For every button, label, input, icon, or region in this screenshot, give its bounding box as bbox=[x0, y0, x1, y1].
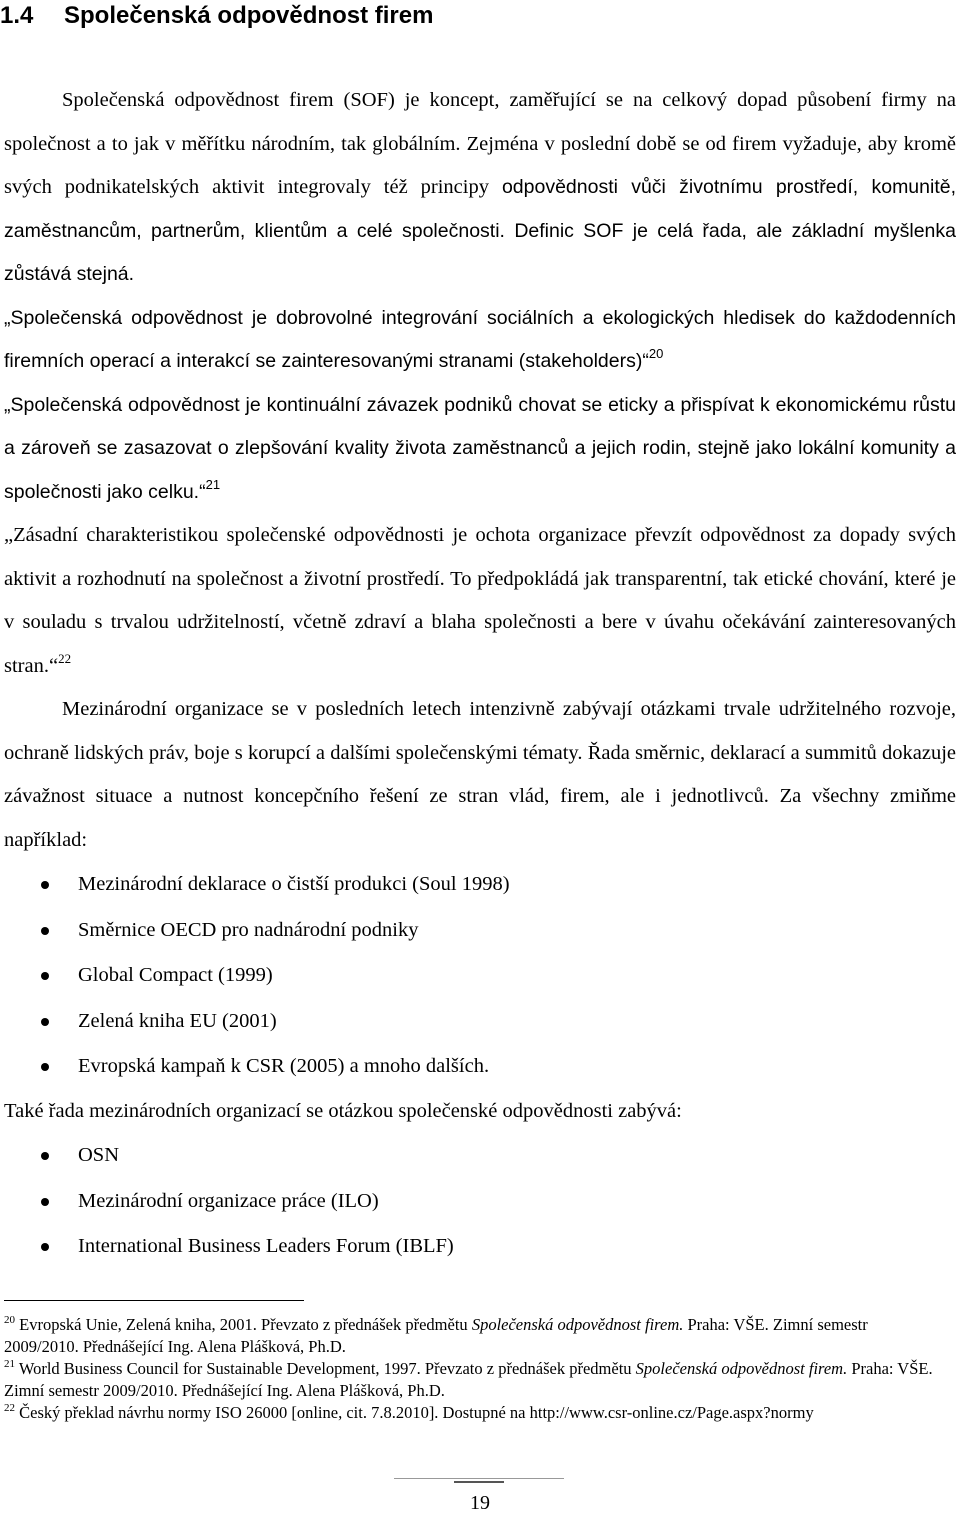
footnote-course-title: Společenská odpovědnost firem. bbox=[471, 1315, 684, 1334]
list-item-text: Mezinárodní deklarace o čistší produkci (Soul 1998) bbox=[78, 873, 510, 895]
footnote-ref-21: 21 bbox=[205, 476, 221, 492]
list-item bbox=[4, 908, 956, 954]
quote-2 bbox=[4, 384, 956, 515]
list-item-text: Mezinárodní organizace práce (ILO) bbox=[78, 1189, 379, 1212]
list-item bbox=[4, 1179, 956, 1225]
footnote-ref-22: 22 bbox=[58, 650, 72, 666]
quote-3 bbox=[4, 514, 956, 688]
quote-1-text: „Společenská odpovědnost je dobrovolné integrování sociálních a ekologických hledisek do každodenních firemních operací a interakcí se zainteresovanými stranami (stakeholders)“ bbox=[4, 306, 956, 372]
footnote-22 bbox=[4, 1402, 944, 1424]
list-item bbox=[4, 862, 956, 908]
footnote-20 bbox=[4, 1314, 944, 1358]
footnote-text: Český překlad návrhu normy ISO 26000 [online, cit. 7.8.2010]. Dostupné na http://www.csr-online.cz/Page.aspx?normy bbox=[19, 1403, 814, 1422]
footnote-21 bbox=[4, 1358, 944, 1402]
quote-2-text: „Společenská odpovědnost je kontinuální závazek podniků chovat se eticky a přispívat k ekonomickému růstu a zároveň se zasazovat o zlepšování kvality života zaměstnanců a jejich rodin, stejně jako lokální komunity a společnosti jako celku.“ bbox=[4, 393, 956, 503]
bullet-icon bbox=[41, 1243, 49, 1251]
bullet-icon bbox=[41, 1198, 49, 1206]
bullet-icon bbox=[41, 881, 49, 889]
section-title: Společenská odpovědnost firem bbox=[64, 2, 434, 29]
page-number: 19 bbox=[470, 1492, 490, 1514]
footnote-separator bbox=[4, 1300, 304, 1301]
footnote-number: 20 bbox=[4, 1314, 15, 1326]
list-item-text: Zelená kniha EU (2001) bbox=[78, 1009, 277, 1032]
list-item bbox=[4, 999, 956, 1045]
context-paragraph: Mezinárodní organizace se v posledních letech intenzivně zabývají otázkami trvale udržitelného rozvoje, ochraně lidských práv, boje s korupcí a dalšími společenskými tématy. Řada směrnic, deklarací a summitů dokazuje závažnost situace a nutnost koncepčního řešení ze stran vlád, firem, ale i jednotlivců. Za všechny zmiňme například: bbox=[4, 698, 956, 851]
organizations-list bbox=[4, 1133, 956, 1270]
section-heading bbox=[0, 2, 433, 30]
footnotes bbox=[4, 1314, 944, 1424]
footnote-text: Praha: VŠE. Zimní semestr 2009/2010. Přednášející Ing. Alena Plášková, Ph.D. bbox=[4, 1315, 868, 1356]
section-number: 1.4 bbox=[0, 2, 34, 29]
list-item-text: OSN bbox=[78, 1144, 120, 1166]
quote-3-text: „Zásadní charakteristikou společenské odpovědnosti je ochota organizace převzít odpovědnost za dopady svých aktivit a rozhodnutí na společnost a životní prostředí. To předpokládá jak transparentní, tak etické chování, které je v souladu s trvalou udržitelností, včetně zdraví a blaha společnosti a bere v úvahu očekávání zainteresovaných stran.“ bbox=[4, 524, 956, 677]
list-item-text: Global Compact (1999) bbox=[78, 964, 273, 986]
organizations-intro: Také řada mezinárodních organizací se otázkou společenské odpovědnosti zabývá: bbox=[4, 1099, 682, 1122]
intro-text-part1: Společenská odpovědnost firem (SOF) je koncept, zaměřující se na celkový dopad působení firmy na společnost a to jak v měřítku národním, tak globálním. Zejména v poslední době se od firem vyžaduje, aby kromě svých podnikatelských aktivit integrovaly též principy bbox=[4, 89, 956, 198]
bullet-icon bbox=[41, 1063, 49, 1071]
list-item-text: International Business Leaders Forum (IBLF) bbox=[78, 1235, 454, 1257]
list-item-text: Evropská kampaň k CSR (2005) a mnoho dalších. bbox=[78, 1055, 490, 1077]
list-item bbox=[4, 1044, 956, 1090]
bullet-icon bbox=[41, 1018, 49, 1026]
quote-1 bbox=[4, 297, 956, 384]
bullet-icon bbox=[41, 972, 49, 980]
footnote-number: 22 bbox=[4, 1402, 15, 1414]
footnote-text: Praha: VŠE. Zimní semestr 2009/2010. Přednášející Ing. Alena Plášková, Ph.D. bbox=[4, 1359, 933, 1400]
intro-text-part2: odpovědnosti vůči životnímu prostředí, komunitě, zaměstnancům, partnerům, klientům a celé společnosti. Definic SOF je celá řada, ale základní myšlenka zůstává stejná. bbox=[4, 176, 957, 285]
list-item bbox=[4, 953, 956, 999]
bullet-icon bbox=[41, 1152, 49, 1160]
main-text bbox=[4, 79, 956, 1270]
footnote-number: 21 bbox=[4, 1358, 15, 1370]
footnote-ref-20: 20 bbox=[648, 346, 664, 361]
intro-paragraph bbox=[4, 79, 956, 297]
list-item bbox=[4, 1133, 956, 1179]
list-item-text: Směrnice OECD pro nadnárodní podniky bbox=[78, 918, 419, 941]
footer-rule bbox=[394, 1478, 564, 1484]
footnote-course-title: Společenská odpovědnost firem. bbox=[635, 1359, 848, 1378]
footnote-text: Evropská Unie, Zelená kniha, 2001. Převzato z přednášek předmětu bbox=[19, 1315, 472, 1334]
list-item bbox=[4, 1224, 956, 1270]
initiatives-list bbox=[4, 862, 956, 1090]
bullet-icon bbox=[41, 927, 49, 935]
footnote-text: World Business Council for Sustainable Development, 1997. Převzato z přednášek předmětu bbox=[18, 1359, 636, 1378]
